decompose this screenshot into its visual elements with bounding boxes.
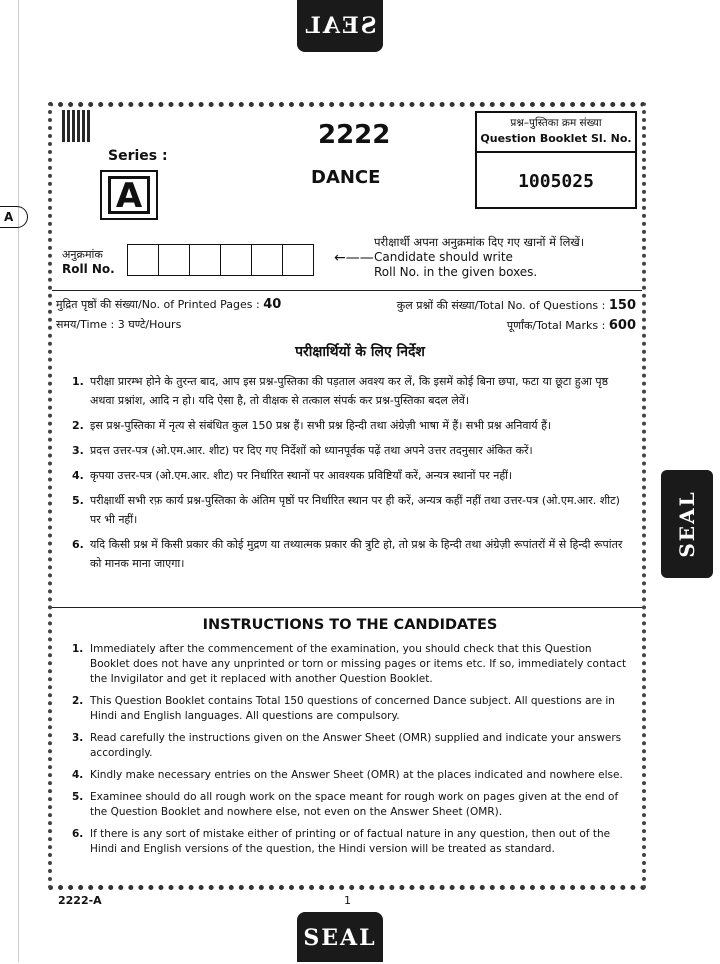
item-number: 1.	[72, 643, 84, 655]
total-marks-value: 600	[608, 318, 636, 333]
item-text: परीक्षार्थी सभी रफ़ कार्य प्रश्न-पुस्तिका के अंतिम पृष्ठों पर निर्धारित स्थान पर ही करें, अन्यत्र कहीं नहीं तथा उत्तर-पत्र (ओ.एम.आर. शीट) पर भी नहीं।	[90, 494, 620, 526]
seal-side	[661, 470, 713, 578]
arrow-left-icon: ←——	[334, 250, 374, 266]
item-number: 5.	[72, 494, 84, 507]
roll-label-hindi: अनुक्रमांक	[62, 248, 103, 261]
list-item	[72, 441, 632, 460]
english-instructions-title: INSTRUCTIONS TO THE CANDIDATES	[202, 617, 498, 633]
roll-box[interactable]	[127, 244, 159, 276]
printed-pages-label: मुद्रित पृष्ठों की संख्या/No. of Printed Pages :	[56, 298, 260, 311]
item-text: कृपया उत्तर-पत्र (ओ.एम.आर. शीट) पर निर्धारित स्थानों पर आवश्यक प्रविष्टियाँ करें, अन्यत्र स्थानों पर नहीं।	[90, 469, 513, 482]
item-text: यदि किसी प्रश्न में किसी प्रकार की कोई मुद्रण या तथ्यात्मक प्रकार की त्रुटि हो, तो प्रश्न के हिन्दी तथा अंग्रेज़ी रूपांतरों में से हिन्दी रूपांतर को मानक माना जाएगा।	[90, 538, 623, 570]
item-text: परीक्षा प्रारम्भ होने के तुरन्त बाद, आप इस प्रश्न-पुस्तिका की पड़ताल अवश्य कर लें, कि इसमें कोई बिना छपा, फटा या छूटा हुआ पृष्ठ अथवा प्रश्नांश, आदि न हो। यदि ऐसा है, तो वीक्षक से तत्काल संपर्क कर प्रश्न-पुस्तिका बदल लेवें।	[90, 375, 609, 407]
item-number: 5.	[72, 791, 84, 803]
item-text: Examinee should do all rough work on the space meant for rough work on pages given at the end of the Question Booklet and nowhere else, not even on the Answer Sheet (OMR).	[90, 791, 619, 818]
list-item	[72, 731, 632, 761]
seal-bottom: SEAL	[297, 912, 383, 962]
item-number: 6.	[72, 538, 84, 551]
qb-label-english: Question Booklet Sl. No.	[480, 132, 632, 145]
item-number: 2.	[72, 695, 84, 707]
item-number: 1.	[72, 375, 84, 388]
roll-box[interactable]	[282, 244, 314, 276]
item-text: Read carefully the instructions given on the Answer Sheet (OMR) supplied and indicate your answers accordingly.	[90, 732, 622, 759]
printed-pages-value: 40	[263, 297, 282, 312]
series-letter: A	[108, 176, 150, 214]
total-questions-value: 150	[608, 298, 636, 313]
item-number: 3.	[72, 732, 84, 744]
roll-box[interactable]	[189, 244, 221, 276]
roll-box[interactable]	[251, 244, 283, 276]
roll-box[interactable]	[158, 244, 190, 276]
english-instructions-list	[72, 642, 632, 864]
divider	[52, 607, 642, 608]
qb-label	[477, 113, 635, 153]
total-questions-label: कुल प्रश्नों की संख्या/Total No. of Questions :	[396, 299, 606, 312]
item-text: इस प्रश्न-पुस्तिका में नृत्य से संबंधित कुल 150 प्रश्न हैं। सभी प्रश्न हिन्दी तथा अंग्रेज़ी भाषा में हैं। सभी प्रश्न अनिवार्य हैं।	[90, 419, 552, 432]
list-item	[72, 790, 632, 820]
total-questions	[397, 298, 636, 313]
item-number: 4.	[72, 469, 84, 482]
list-item	[72, 768, 632, 783]
item-text: Immediately after the commencement of the examination, you should check that this Question Booklet does not have any unprinted or torn or missing pages or items etc. If so, immediately contact the Invigilator and get it replaced with another Question Booklet.	[90, 643, 627, 685]
series-side-tab: A	[0, 206, 28, 228]
paper-code: 2222	[318, 120, 391, 150]
question-booklet-number-box	[475, 111, 637, 209]
series-label: Series :	[108, 148, 168, 164]
printed-pages	[56, 297, 281, 312]
qr-code	[62, 110, 92, 142]
item-text: Kindly make necessary entries on the Answer Sheet (OMR) at the places indicated and nowhere else.	[90, 769, 623, 781]
total-marks-label: पूर्णांक/Total Marks :	[506, 319, 606, 332]
roll-note-english-2: Roll No. in the given boxes.	[374, 265, 538, 279]
seal-top: SEAL	[297, 0, 383, 52]
roll-note	[374, 235, 584, 280]
list-item	[72, 642, 632, 687]
item-text: प्रदत्त उत्तर-पत्र (ओ.एम.आर. शीट) पर दिए गए निर्देशों को ध्यानपूर्वक पढ़ें तथा अपने उत्तर तदनुसार अंकित करें।	[90, 444, 533, 457]
qb-number: 1005025	[518, 171, 594, 192]
footer-page-number: 1	[344, 894, 351, 907]
item-text: If there is any sort of mistake either of printing or of factual nature in any question, then out of the Hindi and English versions of the question, the Hindi version will be treated as standard.	[90, 828, 611, 855]
item-number: 2.	[72, 419, 84, 432]
roll-number-boxes[interactable]	[128, 244, 314, 276]
roll-label-english: Roll No.	[62, 262, 115, 276]
item-text: This Question Booklet contains Total 150 questions of concerned Dance subject. All questions are in Hindi and English languages. All questions are compulsory.	[90, 695, 615, 722]
list-item	[72, 694, 632, 724]
list-item	[72, 416, 632, 435]
subject-title: DANCE	[311, 167, 381, 188]
time-allowed: समय/Time : 3 घण्टे/Hours	[56, 318, 182, 331]
roll-note-hindi: परीक्षार्थी अपना अनुक्रमांक दिए गए खानों में लिखें।	[374, 235, 585, 249]
seal-side-label: SEAL	[675, 490, 699, 558]
divider	[52, 290, 642, 291]
hindi-instructions-title: परीक्षार्थियों के लिए निर्देश	[295, 344, 425, 360]
list-item	[72, 372, 632, 410]
hindi-instructions-list	[72, 372, 632, 579]
series-box	[100, 170, 158, 220]
qb-label-hindi: प्रश्न–पुस्तिका क्रम संख्या	[510, 117, 602, 129]
list-item	[72, 491, 632, 529]
roll-label	[62, 247, 115, 277]
total-marks	[507, 318, 636, 333]
list-item	[72, 535, 632, 573]
item-number: 3.	[72, 444, 84, 457]
footer-paper-code: 2222-A	[58, 894, 102, 907]
roll-box[interactable]	[220, 244, 252, 276]
page-cut-line	[18, 0, 19, 962]
list-item	[72, 827, 632, 857]
list-item	[72, 466, 632, 485]
item-number: 6.	[72, 828, 84, 840]
item-number: 4.	[72, 769, 84, 781]
roll-note-english-1: Candidate should write	[374, 250, 513, 264]
